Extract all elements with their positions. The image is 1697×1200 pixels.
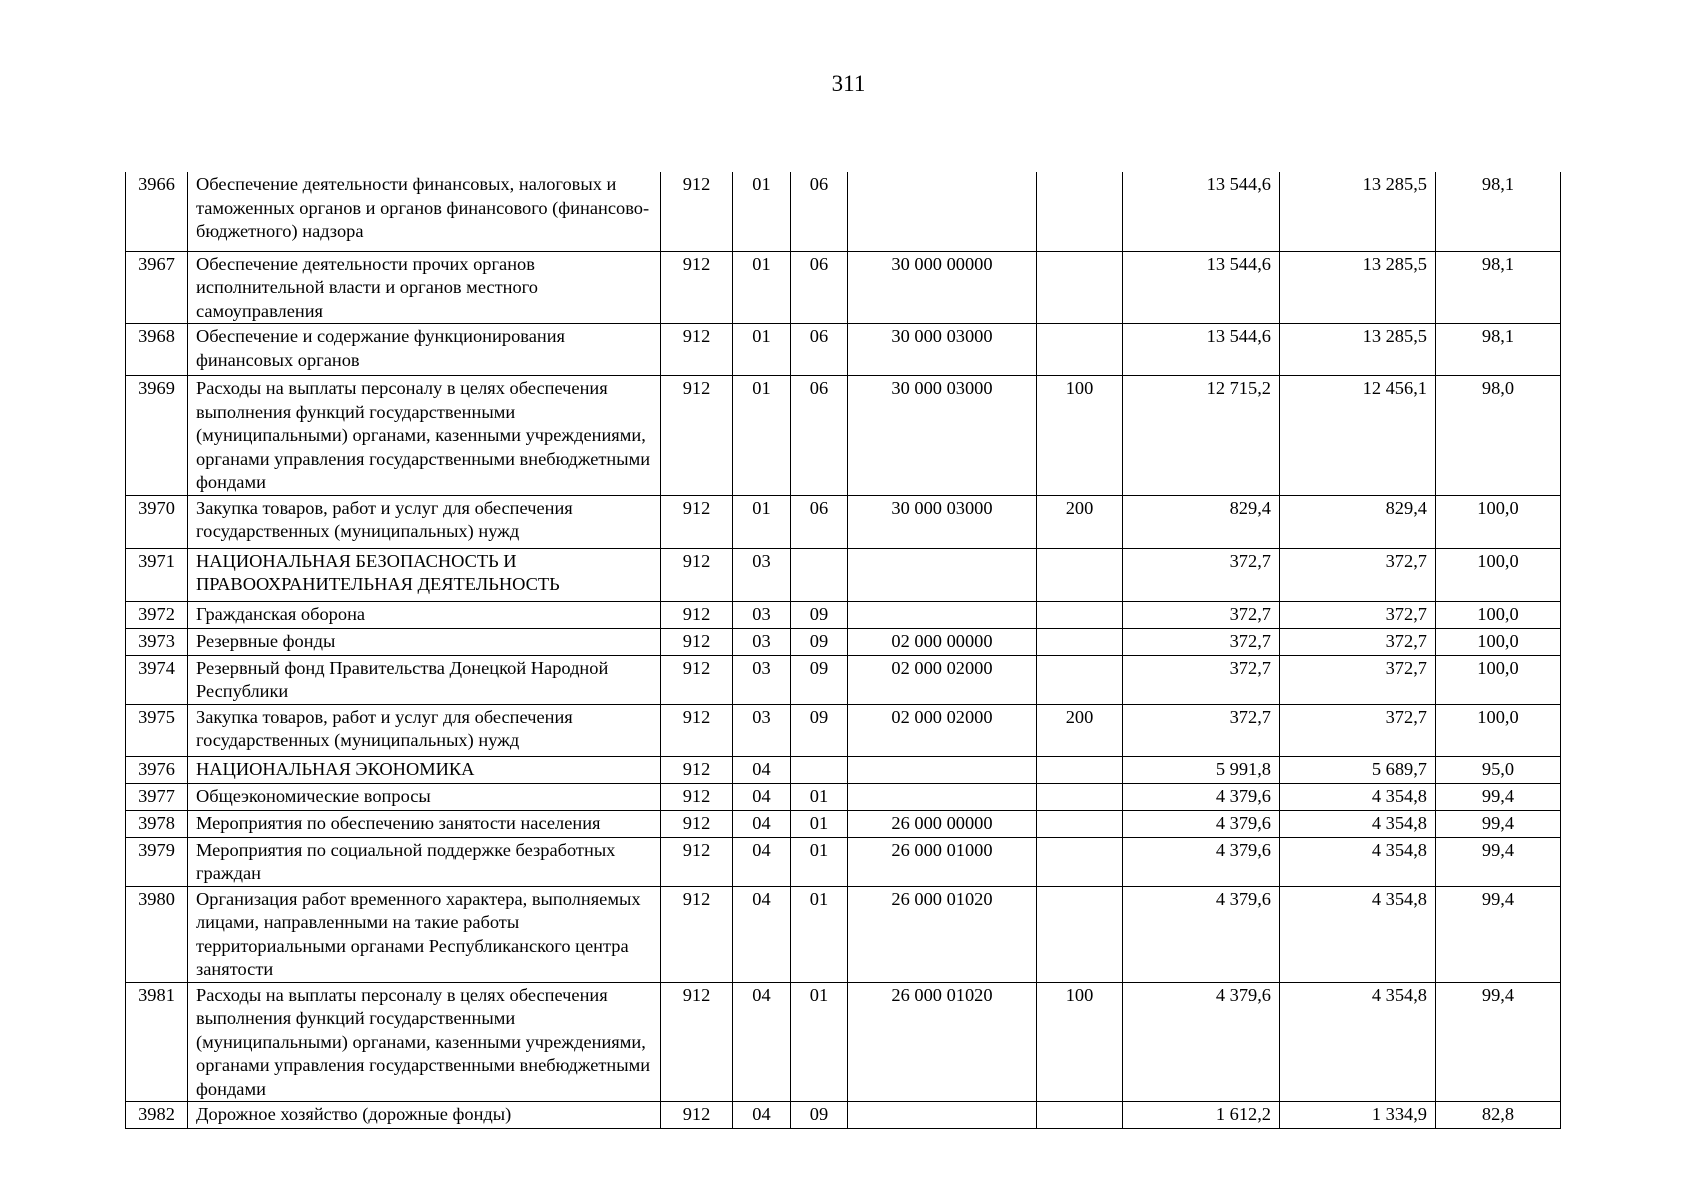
row-number-cell: 3980: [126, 886, 188, 982]
expense-type-cell: [1037, 655, 1123, 704]
item-name-cell: Резервный фонд Правительства Донецкой Народной Республики: [188, 655, 661, 704]
section-code-cell: 03: [733, 628, 791, 655]
grbs-code-cell: 912: [661, 655, 733, 704]
planned-amount-cell: 1 612,2: [1123, 1102, 1280, 1129]
percent-execution-cell: 98,1: [1436, 172, 1561, 251]
table-row: [126, 704, 1561, 756]
item-name-cell: Закупка товаров, работ и услуг для обеспечения государственных (муниципальных) нужд: [188, 704, 661, 756]
target-article-cell: 26 000 01020: [848, 886, 1037, 982]
planned-amount-cell: 4 379,6: [1123, 837, 1280, 886]
row-number-cell: 3968: [126, 324, 188, 376]
table-row: [126, 886, 1561, 982]
subsection-code-cell: [791, 548, 848, 601]
grbs-code-cell: 912: [661, 982, 733, 1102]
subsection-code-cell: 06: [791, 324, 848, 376]
grbs-code-cell: 912: [661, 886, 733, 982]
grbs-code-cell: 912: [661, 756, 733, 783]
percent-execution-cell: 99,4: [1436, 886, 1561, 982]
target-article-cell: [848, 548, 1037, 601]
planned-amount-cell: 5 991,8: [1123, 756, 1280, 783]
section-code-cell: 03: [733, 655, 791, 704]
row-number-cell: 3971: [126, 548, 188, 601]
percent-execution-cell: 99,4: [1436, 783, 1561, 810]
planned-amount-cell: 4 379,6: [1123, 783, 1280, 810]
actual-amount-cell: 372,7: [1280, 601, 1436, 628]
item-name-cell: Обеспечение и содержание функционирования финансовых органов: [188, 324, 661, 376]
planned-amount-cell: 13 544,6: [1123, 324, 1280, 376]
expense-type-cell: [1037, 783, 1123, 810]
target-article-cell: 30 000 03000: [848, 324, 1037, 376]
section-code-cell: 01: [733, 324, 791, 376]
section-code-cell: 03: [733, 704, 791, 756]
table-row: [126, 783, 1561, 810]
target-article-cell: 26 000 01020: [848, 982, 1037, 1102]
percent-execution-cell: 98,0: [1436, 376, 1561, 496]
planned-amount-cell: 13 544,6: [1123, 251, 1280, 324]
item-name-cell: Мероприятия по социальной поддержке безработных граждан: [188, 837, 661, 886]
subsection-code-cell: 01: [791, 837, 848, 886]
expense-type-cell: [1037, 251, 1123, 324]
percent-execution-cell: 95,0: [1436, 756, 1561, 783]
grbs-code-cell: 912: [661, 783, 733, 810]
expense-type-cell: 100: [1037, 376, 1123, 496]
actual-amount-cell: 13 285,5: [1280, 251, 1436, 324]
percent-execution-cell: 100,0: [1436, 704, 1561, 756]
actual-amount-cell: 4 354,8: [1280, 886, 1436, 982]
planned-amount-cell: 12 715,2: [1123, 376, 1280, 496]
expense-type-cell: [1037, 837, 1123, 886]
subsection-code-cell: 01: [791, 783, 848, 810]
expense-type-cell: [1037, 324, 1123, 376]
expense-type-cell: [1037, 548, 1123, 601]
percent-execution-cell: 100,0: [1436, 601, 1561, 628]
row-number-cell: 3966: [126, 172, 188, 251]
item-name-cell: Общеэкономические вопросы: [188, 783, 661, 810]
item-name-cell: Закупка товаров, работ и услуг для обеспечения государственных (муниципальных) нужд: [188, 495, 661, 548]
actual-amount-cell: 372,7: [1280, 628, 1436, 655]
planned-amount-cell: 372,7: [1123, 655, 1280, 704]
budget-table: [125, 172, 1561, 1129]
target-article-cell: [848, 1102, 1037, 1129]
planned-amount-cell: 829,4: [1123, 495, 1280, 548]
grbs-code-cell: 912: [661, 1102, 733, 1129]
grbs-code-cell: 912: [661, 324, 733, 376]
grbs-code-cell: 912: [661, 704, 733, 756]
grbs-code-cell: 912: [661, 628, 733, 655]
planned-amount-cell: 372,7: [1123, 601, 1280, 628]
row-number-cell: 3972: [126, 601, 188, 628]
item-name-cell: Обеспечение деятельности прочих органов исполнительной власти и органов местного самоуправления: [188, 251, 661, 324]
table-row: [126, 601, 1561, 628]
table-row: [126, 324, 1561, 376]
target-article-cell: 30 000 03000: [848, 495, 1037, 548]
expense-type-cell: [1037, 628, 1123, 655]
subsection-code-cell: 01: [791, 886, 848, 982]
table-row: [126, 982, 1561, 1102]
subsection-code-cell: 09: [791, 601, 848, 628]
actual-amount-cell: 829,4: [1280, 495, 1436, 548]
target-article-cell: 26 000 01000: [848, 837, 1037, 886]
expense-type-cell: 200: [1037, 495, 1123, 548]
item-name-cell: Резервные фонды: [188, 628, 661, 655]
row-number-cell: 3969: [126, 376, 188, 496]
row-number-cell: 3978: [126, 810, 188, 837]
percent-execution-cell: 100,0: [1436, 495, 1561, 548]
grbs-code-cell: 912: [661, 837, 733, 886]
section-code-cell: 04: [733, 810, 791, 837]
expense-type-cell: 100: [1037, 982, 1123, 1102]
table-row: [126, 172, 1561, 251]
percent-execution-cell: 99,4: [1436, 837, 1561, 886]
percent-execution-cell: 82,8: [1436, 1102, 1561, 1129]
target-article-cell: 02 000 00000: [848, 628, 1037, 655]
actual-amount-cell: 4 354,8: [1280, 837, 1436, 886]
subsection-code-cell: 09: [791, 628, 848, 655]
actual-amount-cell: 4 354,8: [1280, 810, 1436, 837]
subsection-code-cell: 06: [791, 376, 848, 496]
actual-amount-cell: 13 285,5: [1280, 172, 1436, 251]
subsection-code-cell: 06: [791, 172, 848, 251]
actual-amount-cell: 5 689,7: [1280, 756, 1436, 783]
grbs-code-cell: 912: [661, 495, 733, 548]
expense-type-cell: [1037, 1102, 1123, 1129]
section-code-cell: 04: [733, 756, 791, 783]
percent-execution-cell: 98,1: [1436, 251, 1561, 324]
planned-amount-cell: 372,7: [1123, 704, 1280, 756]
target-article-cell: 30 000 00000: [848, 251, 1037, 324]
page-number: 311: [831, 71, 866, 96]
section-code-cell: 04: [733, 886, 791, 982]
target-article-cell: 02 000 02000: [848, 704, 1037, 756]
actual-amount-cell: 13 285,5: [1280, 324, 1436, 376]
table-row: [126, 251, 1561, 324]
planned-amount-cell: 372,7: [1123, 628, 1280, 655]
target-article-cell: [848, 783, 1037, 810]
section-code-cell: 03: [733, 548, 791, 601]
section-code-cell: 01: [733, 172, 791, 251]
percent-execution-cell: 99,4: [1436, 810, 1561, 837]
target-article-cell: [848, 601, 1037, 628]
item-name-cell: НАЦИОНАЛЬНАЯ БЕЗОПАСНОСТЬ И ПРАВООХРАНИТЕЛЬНАЯ ДЕЯТЕЛЬНОСТЬ: [188, 548, 661, 601]
subsection-code-cell: 09: [791, 655, 848, 704]
row-number-cell: 3982: [126, 1102, 188, 1129]
target-article-cell: [848, 756, 1037, 783]
percent-execution-cell: 100,0: [1436, 548, 1561, 601]
row-number-cell: 3979: [126, 837, 188, 886]
table-row: [126, 628, 1561, 655]
subsection-code-cell: 09: [791, 1102, 848, 1129]
section-code-cell: 04: [733, 982, 791, 1102]
expense-type-cell: [1037, 601, 1123, 628]
percent-execution-cell: 100,0: [1436, 655, 1561, 704]
target-article-cell: [848, 172, 1037, 251]
table-row: [126, 376, 1561, 496]
target-article-cell: 02 000 02000: [848, 655, 1037, 704]
section-code-cell: 01: [733, 376, 791, 496]
subsection-code-cell: [791, 756, 848, 783]
table-body: [126, 172, 1561, 1129]
section-code-cell: 04: [733, 783, 791, 810]
item-name-cell: Организация работ временного характера, выполняемых лицами, направленными на такие работы территориальными органами Республиканского центра занятости: [188, 886, 661, 982]
table-row: [126, 548, 1561, 601]
section-code-cell: 03: [733, 601, 791, 628]
subsection-code-cell: 06: [791, 251, 848, 324]
percent-execution-cell: 100,0: [1436, 628, 1561, 655]
actual-amount-cell: 372,7: [1280, 655, 1436, 704]
section-code-cell: 04: [733, 837, 791, 886]
expense-type-cell: [1037, 886, 1123, 982]
subsection-code-cell: 09: [791, 704, 848, 756]
target-article-cell: 26 000 00000: [848, 810, 1037, 837]
section-code-cell: 01: [733, 495, 791, 548]
item-name-cell: Мероприятия по обеспечению занятости населения: [188, 810, 661, 837]
actual-amount-cell: 372,7: [1280, 548, 1436, 601]
planned-amount-cell: 4 379,6: [1123, 810, 1280, 837]
grbs-code-cell: 912: [661, 548, 733, 601]
actual-amount-cell: 1 334,9: [1280, 1102, 1436, 1129]
item-name-cell: НАЦИОНАЛЬНАЯ ЭКОНОМИКА: [188, 756, 661, 783]
item-name-cell: Обеспечение деятельности финансовых, налоговых и таможенных органов и органов финансового (финансово-бюджетного) надзора: [188, 172, 661, 251]
table-row: [126, 655, 1561, 704]
actual-amount-cell: 12 456,1: [1280, 376, 1436, 496]
grbs-code-cell: 912: [661, 601, 733, 628]
planned-amount-cell: 13 544,6: [1123, 172, 1280, 251]
row-number-cell: 3977: [126, 783, 188, 810]
percent-execution-cell: 98,1: [1436, 324, 1561, 376]
planned-amount-cell: 372,7: [1123, 548, 1280, 601]
row-number-cell: 3976: [126, 756, 188, 783]
subsection-code-cell: 01: [791, 982, 848, 1102]
actual-amount-cell: 372,7: [1280, 704, 1436, 756]
grbs-code-cell: 912: [661, 376, 733, 496]
actual-amount-cell: 4 354,8: [1280, 982, 1436, 1102]
expense-type-cell: [1037, 172, 1123, 251]
item-name-cell: Расходы на выплаты персоналу в целях обеспечения выполнения функций государственными (муниципальными) органами, казенными учреждениями, органами управления государственными внебюджетными фондами: [188, 982, 661, 1102]
table-row: [126, 837, 1561, 886]
expense-type-cell: [1037, 810, 1123, 837]
section-code-cell: 04: [733, 1102, 791, 1129]
item-name-cell: Расходы на выплаты персоналу в целях обеспечения выполнения функций государственными (муниципальными) органами, казенными учреждениями, органами управления государственными внебюджетными фондами: [188, 376, 661, 496]
table-row: [126, 810, 1561, 837]
row-number-cell: 3973: [126, 628, 188, 655]
grbs-code-cell: 912: [661, 251, 733, 324]
item-name-cell: Гражданская оборона: [188, 601, 661, 628]
target-article-cell: 30 000 03000: [848, 376, 1037, 496]
expense-type-cell: 200: [1037, 704, 1123, 756]
table-row: [126, 1102, 1561, 1129]
grbs-code-cell: 912: [661, 810, 733, 837]
planned-amount-cell: 4 379,6: [1123, 982, 1280, 1102]
table-row: [126, 756, 1561, 783]
actual-amount-cell: 4 354,8: [1280, 783, 1436, 810]
grbs-code-cell: 912: [661, 172, 733, 251]
expense-type-cell: [1037, 756, 1123, 783]
row-number-cell: 3974: [126, 655, 188, 704]
table-row: [126, 495, 1561, 548]
row-number-cell: 3981: [126, 982, 188, 1102]
row-number-cell: 3975: [126, 704, 188, 756]
section-code-cell: 01: [733, 251, 791, 324]
percent-execution-cell: 99,4: [1436, 982, 1561, 1102]
row-number-cell: 3970: [126, 495, 188, 548]
subsection-code-cell: 01: [791, 810, 848, 837]
item-name-cell: Дорожное хозяйство (дорожные фонды): [188, 1102, 661, 1129]
row-number-cell: 3967: [126, 251, 188, 324]
subsection-code-cell: 06: [791, 495, 848, 548]
planned-amount-cell: 4 379,6: [1123, 886, 1280, 982]
